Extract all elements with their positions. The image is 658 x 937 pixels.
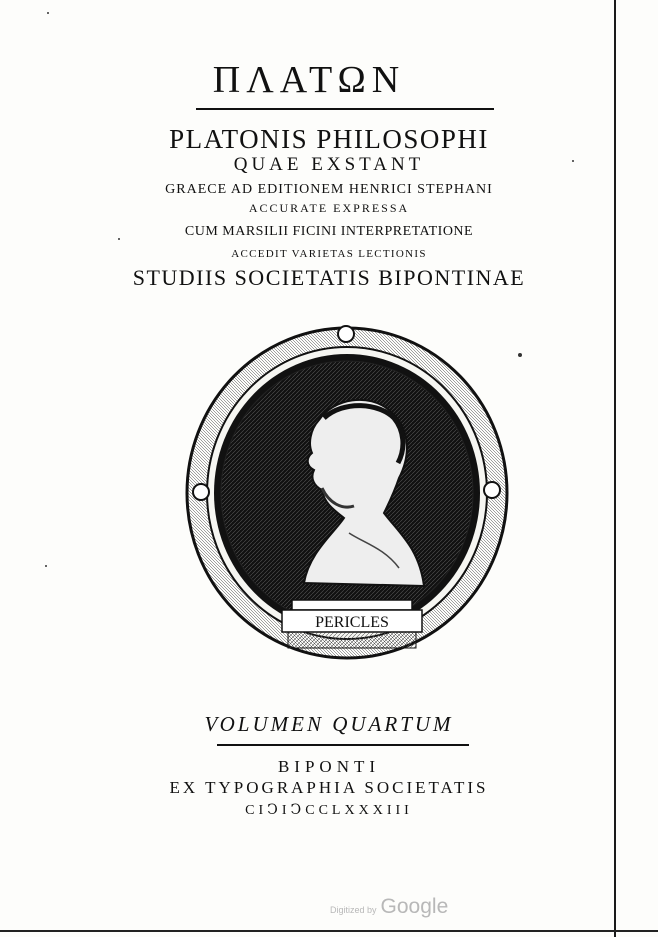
watermark-google-text: Google xyxy=(380,895,449,918)
paper-speck xyxy=(118,238,120,240)
subtitle-line-5: CUM MARSILII FICINI INTERPRETATIONE xyxy=(184,224,474,239)
subtitle-line-6: ACCEDIT VARIETAS LECTIONIS xyxy=(231,248,427,260)
greek-title: ΠΛΑΤΩΝ xyxy=(212,59,406,101)
subtitle-line-3: GRAECE AD EDITIONEM HENRICI STEPHANI xyxy=(165,182,493,197)
paper-speck xyxy=(45,565,47,567)
imprint-publisher: EX TYPOGRAPHIA SOCIETATIS xyxy=(169,778,489,797)
main-title: PLATONIS PHILOSOPHI xyxy=(169,124,489,154)
medallion-caption: PERICLES xyxy=(315,614,389,631)
volume-rule xyxy=(217,744,469,746)
paper-speck xyxy=(572,160,574,162)
subtitle-line-2: QUAE EXSTANT xyxy=(233,154,425,175)
imprint-date: CIↃIↃCCLXXXIII xyxy=(245,803,413,818)
subtitle-line-4: ACCURATE EXPRESSA xyxy=(248,201,410,215)
page-bottom-border xyxy=(0,930,658,932)
paper-speck xyxy=(47,12,49,14)
subtitle-line-7: STUDIIS SOCIETATIS BIPONTINAE xyxy=(132,265,526,290)
portrait-medallion-icon xyxy=(184,318,514,678)
imprint-place: BIPONTI xyxy=(277,757,381,776)
volume-label: VOLUMEN QUARTUM xyxy=(204,712,454,736)
google-watermark xyxy=(330,895,448,919)
paper-speck xyxy=(518,353,522,357)
watermark-small-text: Digitized by xyxy=(330,905,377,915)
title-rule xyxy=(196,108,494,110)
